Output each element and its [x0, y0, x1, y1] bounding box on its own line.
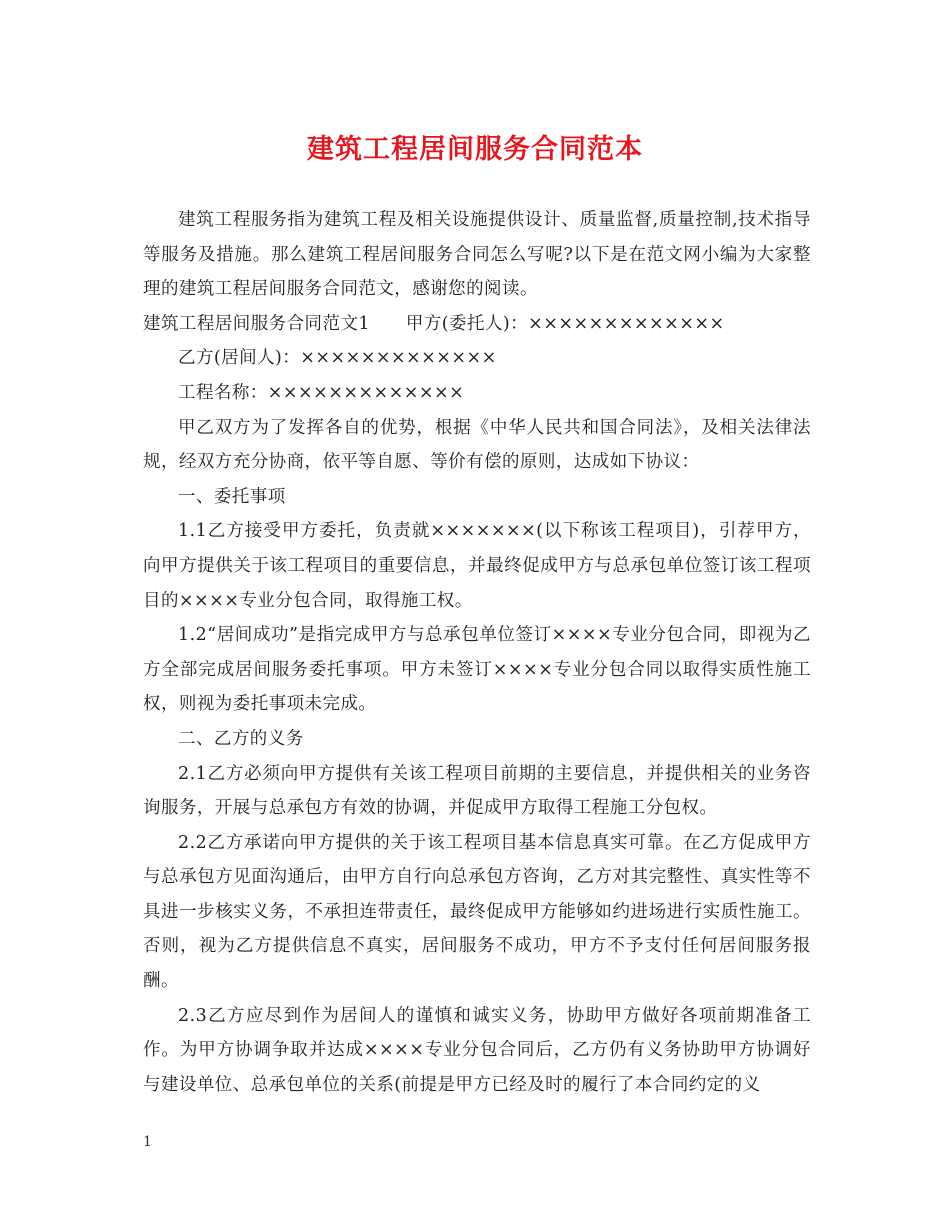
clause-1-2: 1.2“居间成功”是指完成甲方与总承包单位签订××××专业分包合同，即视为乙方全部完成居间服务委托事项。甲方未签订××××专业分包合同以取得实质性施工权，则视为委托事项未完成。: [143, 625, 811, 715]
intro-paragraph: 建筑工程服务指为建筑工程及相关设施提供设计、质量监督,质量控制,技术指导等服务及措施。那么建筑工程居间服务合同怎么写呢?以下是在范文网小编为大家整理的建筑工程居间服务合同范文，感谢您的阅读。: [143, 210, 811, 300]
section-heading-1: 一、委托事项: [178, 486, 286, 507]
project-name-line: 工程名称：×××××××××××××: [178, 382, 465, 403]
clause-2-1: 2.1乙方必须向甲方提供有关该工程项目前期的主要信息，并提供相关的业务咨询服务，开展与总承包方有效的协调，并促成甲方取得工程施工分包权。: [143, 763, 811, 819]
agreement-preamble: 甲乙双方为了发挥各自的优势，根据《中华人民共和国合同法》，及相关法律法规，经双方充分协商，依平等自愿、等价有偿的原则，达成如下协议：: [143, 417, 811, 473]
clause-2-3: 2.3乙方应尽到作为居间人的谨慎和诚实义务，协助甲方做好各项前期准备工作。为甲方协调争取并达成××××专业分包合同后，乙方仍有义务协助甲方协调好与建设单位、总承包单位的关系(前提是甲方已经及时的履行了本合同约定的义: [143, 1005, 811, 1095]
clause-1-1: 1.1乙方接受甲方委托，负责就×××××××(以下称该工程项目)，引荐甲方，向甲方提供关于该工程项目的重要信息，并最终促成甲方与总承包单位签订该工程项目的××××专业分包合同，取得施工权。: [143, 521, 811, 611]
document-body: [143, 203, 811, 1102]
page-number: 1: [143, 1134, 152, 1150]
party-b-line: 乙方(居间人)：×××××××××××××: [178, 348, 497, 369]
clause-2-2: 2.2乙方承诺向甲方提供的关于该工程项目基本信息真实可靠。在乙方促成甲方与总承包方见面沟通后，由甲方自行向总承包方咨询，乙方对其完整性、真实性等不具进一步核实义务，不承担连带责任，最终促成甲方能够如约进场进行实质性施工。否则，视为乙方提供信息不真实，居间服务不成功，甲方不予支付任何居间服务报酬。: [143, 832, 811, 992]
sample-heading-line: 建筑工程居间服务合同范文1 甲方(委托人)：×××××××××××××: [143, 313, 725, 334]
document-title: 建筑工程居间服务合同范本: [307, 134, 643, 165]
section-heading-2: 二、乙方的义务: [178, 728, 304, 749]
